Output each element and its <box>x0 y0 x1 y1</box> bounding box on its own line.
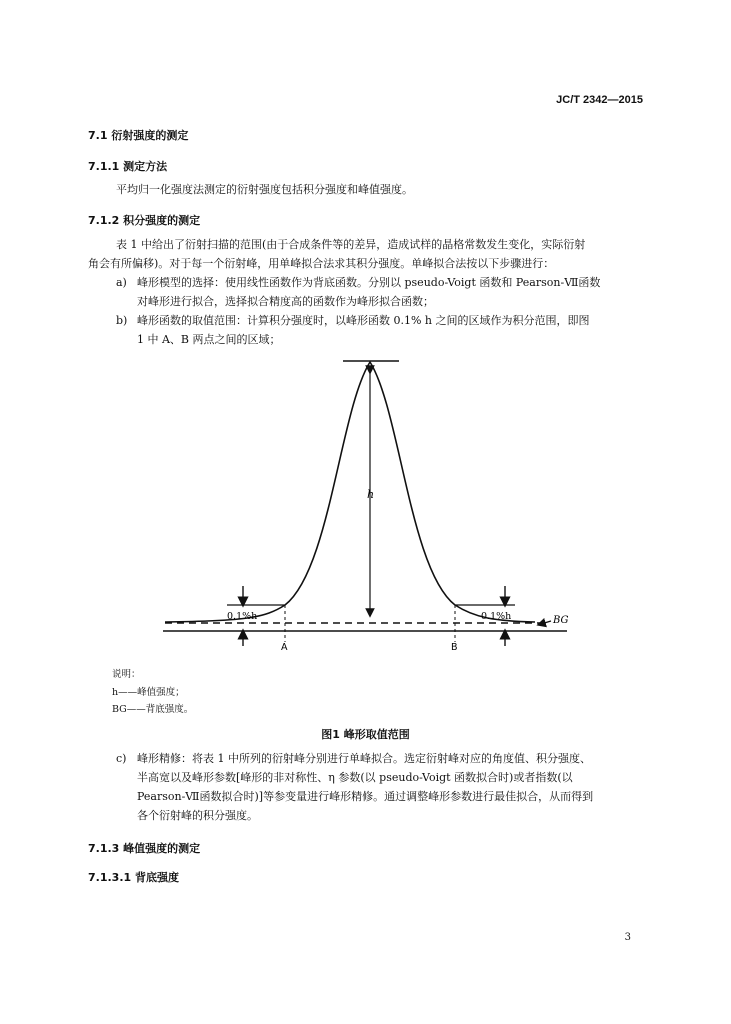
list-item-label: b) <box>116 314 128 327</box>
paragraph-line: 角会有所偏移)。对于每一个衍射峰，用单峰拟合法求其积分强度。单峰拟合法按以下步骤进行： <box>88 257 555 270</box>
document-code: JC/T 2342—2015 <box>556 94 643 106</box>
list-item-text: 各个衍射峰的积分强度。 <box>137 809 258 822</box>
section-heading-7-1-3: 7.1.3 峰值强度的测定 <box>88 842 201 855</box>
peak-curve <box>165 362 535 622</box>
list-item-text: Pearson-Ⅶ函数拟合时)]等参变量进行峰形精修。通过调整峰形参数进行最佳拟合，从而得到 <box>137 790 594 803</box>
paragraph-line: 表 1 中给出了衍射扫描的范围(由于合成条件等的差异，造成试样的晶格常数发生变化，实际衍射 <box>116 238 586 251</box>
list-item-label: a) <box>116 276 127 289</box>
list-item-text: 对峰形进行拟合，选择拟合精度高的函数作为峰形拟合函数； <box>137 295 434 308</box>
h-label: h <box>367 488 375 501</box>
section-heading-7-1: 7.1 衍射强度的测定 <box>88 129 189 142</box>
list-item-text: 1 中 A、B 两点之间的区域； <box>137 333 281 346</box>
legend-bg: BG——背底强度。 <box>112 704 194 715</box>
list-item-text: 峰形模型的选择：使用线性函数作为背底函数。分别以 pseudo-Voigt 函数和 Pearson-Ⅶ函数 <box>137 276 601 289</box>
paragraph-method: 平均归一化强度法测定的衍射强度包括积分强度和峰值强度。 <box>116 183 413 196</box>
list-item-text: 峰形精修：将表 1 中所列的衍射峰分别进行单峰拟合。选定衍射峰对应的角度值、积分强度、 <box>137 752 591 765</box>
bg-label: BG <box>553 615 569 626</box>
right-pct-label: 0.1%h <box>481 611 512 622</box>
left-pct-label: 0.1%h <box>227 611 258 622</box>
list-item-text: 峰形函数的取值范围：计算积分强度时，以峰形函数 0.1% h 之间的区域作为积分范围，即图 <box>137 314 590 327</box>
list-item-text: 半高宽以及峰形参数[峰形的非对称性、η 参数(以 pseudo-Voigt 函数拟合时)或者指数(以 <box>137 771 573 784</box>
point-a-label: A <box>281 642 288 653</box>
legend-h: h——峰值强度； <box>112 687 185 698</box>
bg-arrow <box>541 621 551 624</box>
section-heading-7-1-3-1: 7.1.3.1 背底强度 <box>88 871 179 884</box>
section-heading-7-1-1: 7.1.1 测定方法 <box>88 160 168 173</box>
page-number: 3 <box>624 932 631 943</box>
peak-shape-figure <box>155 350 575 655</box>
list-item-label: c) <box>116 752 127 765</box>
legend-title: 说明： <box>112 669 141 680</box>
figure-caption: 图1 峰形取值范围 <box>321 728 410 741</box>
section-heading-7-1-2: 7.1.2 积分强度的测定 <box>88 214 201 227</box>
point-b-label: B <box>451 642 458 653</box>
